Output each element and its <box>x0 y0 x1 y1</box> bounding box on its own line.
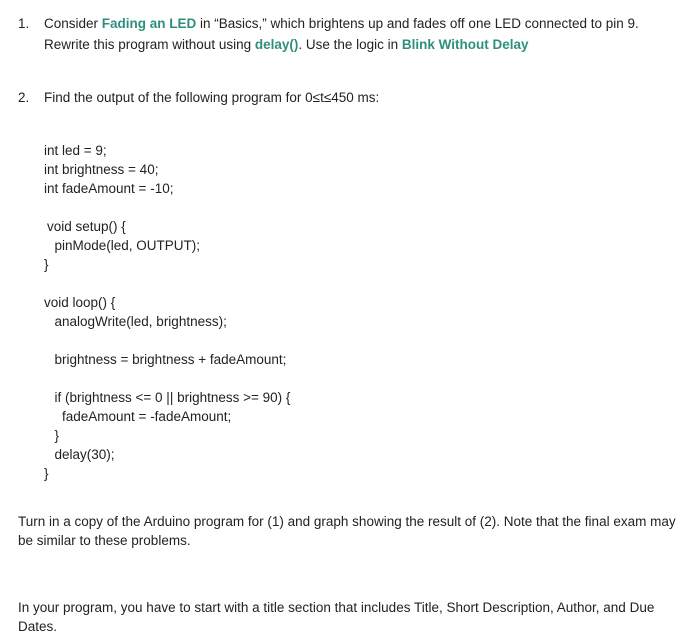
q1-line1-pre: Consider <box>44 16 102 31</box>
code-line: } <box>47 428 60 443</box>
question-1-number: 1. <box>18 16 30 31</box>
code-line: int led = 9; <box>44 143 107 158</box>
fading-led-highlight: Fading an LED <box>101 16 197 31</box>
code-line: pinMode(led, OUTPUT); <box>47 238 201 253</box>
code-line: int brightness = 40; <box>44 162 159 177</box>
submission-instructions: Turn in a copy of the Arduino program for (1) and graph showing the result of (2). Note that the final exam may be similar to these problems. <box>18 514 676 548</box>
q1-line1-post: in “Basics,” which brightens up and fades off one LED connected to pin 9. <box>196 16 639 31</box>
code-block <box>44 141 290 483</box>
q1-line2-mid: . Use the logic in <box>298 37 402 52</box>
question-1-text <box>44 14 684 54</box>
code-line: if (brightness <= 0 || brightness >= 90) { <box>47 390 291 405</box>
code-line: fadeAmount = -fadeAmount; <box>47 409 232 424</box>
code-line: delay(30); <box>47 447 115 462</box>
code-line: brightness = brightness + fadeAmount; <box>47 352 287 367</box>
question-2-number: 2. <box>18 90 30 105</box>
question-2-text: Find the output of the following program for 0≤t≤450 ms: <box>44 90 380 105</box>
q1-line2-pre: Rewrite this program without using <box>44 37 255 52</box>
title-section-instructions: In your program, you have to start with a title section that includes Title, Short Description, Author, and Due Dates. <box>18 600 655 634</box>
delay-highlight: delay() <box>254 37 299 52</box>
code-line: } <box>44 466 49 481</box>
code-line: void setup() { <box>47 219 126 234</box>
code-line: void loop() { <box>44 295 116 310</box>
blink-without-delay-highlight: Blink Without Delay <box>401 37 529 52</box>
code-line: int fadeAmount = -10; <box>44 181 174 196</box>
code-line: analogWrite(led, brightness); <box>47 314 227 329</box>
code-line: } <box>44 257 49 272</box>
